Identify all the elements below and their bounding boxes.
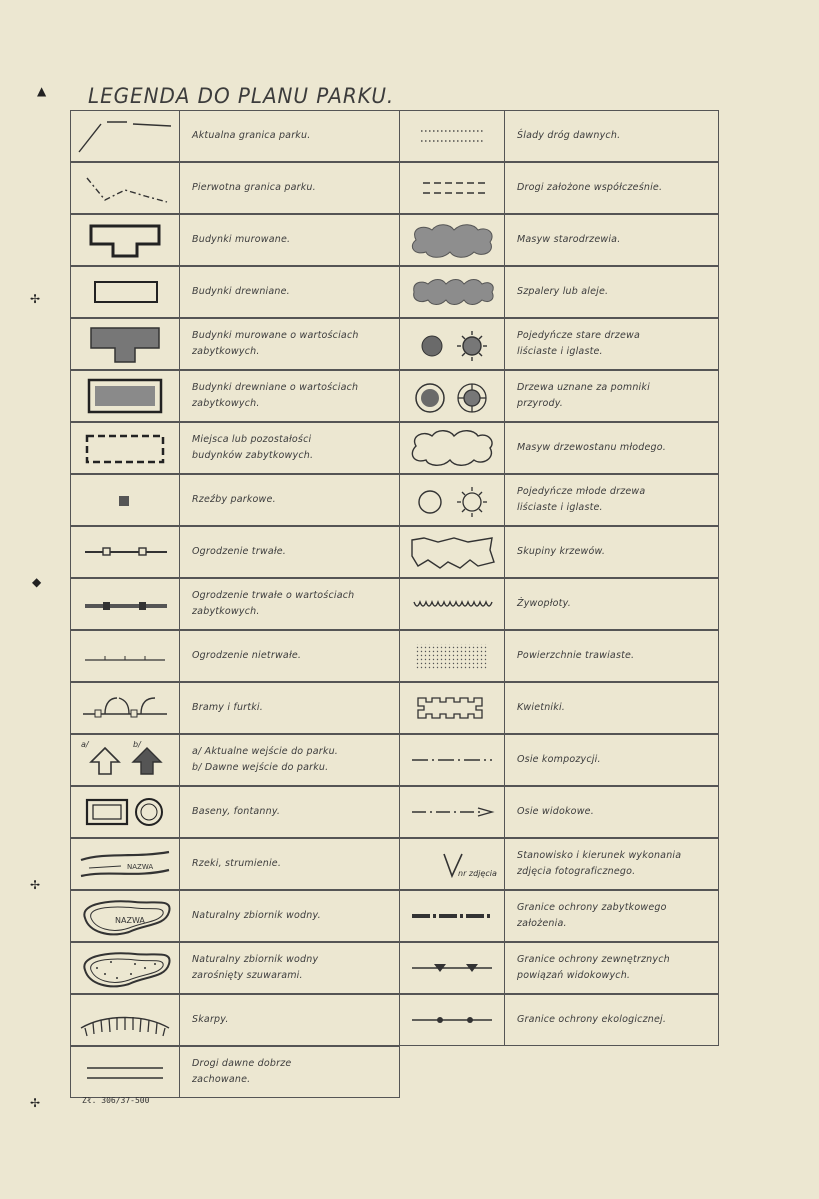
legend-entry bbox=[399, 578, 719, 630]
legend-row bbox=[70, 266, 720, 318]
legend-entry bbox=[399, 526, 719, 578]
river-name-label: NAZWA bbox=[127, 863, 154, 871]
legend-entry bbox=[70, 526, 400, 578]
legend-label: Aktualna granica parku. bbox=[192, 130, 311, 141]
legend-row bbox=[70, 162, 720, 214]
hedges-symbol bbox=[400, 579, 505, 629]
legend-entry bbox=[70, 110, 400, 162]
legend-row bbox=[70, 682, 720, 734]
legend-label: Kwietniki. bbox=[517, 702, 566, 713]
legend-label: Drogi założone współcześnie. bbox=[517, 182, 663, 193]
escarpment-symbol bbox=[71, 995, 180, 1045]
legend-entry bbox=[70, 838, 400, 890]
well-preserved-old-roads-symbol bbox=[71, 1047, 180, 1097]
legend-row bbox=[70, 110, 720, 162]
legend-label: Osie kompozycji. bbox=[517, 754, 601, 765]
legend-entry bbox=[70, 318, 400, 370]
legend-entry bbox=[70, 734, 400, 786]
legend-row bbox=[70, 942, 720, 994]
old-single-trees-symbol bbox=[400, 319, 505, 369]
legend-label: Osie widokowe. bbox=[517, 806, 594, 817]
legend-entry bbox=[70, 682, 400, 734]
permanent-fence-symbol bbox=[71, 527, 180, 577]
legend-row bbox=[70, 474, 720, 526]
legend-row bbox=[70, 370, 720, 422]
masonry-building-symbol bbox=[71, 215, 180, 265]
young-single-trees-symbol bbox=[400, 475, 505, 525]
punch-mark: ▲ bbox=[37, 84, 47, 98]
overgrown-pond-symbol bbox=[71, 943, 180, 993]
legend-entry bbox=[399, 370, 719, 422]
legend-row bbox=[70, 734, 720, 786]
legend-label: Granice ochrony zewnętrznych powiązań widokowych. bbox=[517, 954, 670, 981]
legend-label: Granice ochrony zabytkowego założenia. bbox=[517, 902, 667, 929]
legend-row bbox=[70, 994, 720, 1046]
punch-mark: ✢ bbox=[30, 1096, 41, 1110]
legend-entry bbox=[70, 994, 400, 1046]
punch-mark: ◆ bbox=[32, 575, 42, 589]
legend-entry bbox=[399, 266, 719, 318]
legend-row bbox=[70, 838, 720, 890]
legend-entry bbox=[70, 370, 400, 422]
legend-label: Masyw drzewostanu młodego. bbox=[517, 442, 667, 453]
tree-rows-alley-symbol bbox=[400, 267, 505, 317]
page-title: LEGENDA DO PLANU PARKU. bbox=[88, 84, 395, 108]
pond-name-label: NAZWA bbox=[115, 916, 145, 925]
legend-entry bbox=[399, 734, 719, 786]
legend-entry bbox=[399, 786, 719, 838]
old-tree-stand-symbol bbox=[400, 215, 505, 265]
legend-row bbox=[70, 526, 720, 578]
modern-roads-symbol bbox=[400, 163, 505, 213]
legend-entry bbox=[70, 786, 400, 838]
legend-label: Budynki drewniane. bbox=[192, 286, 290, 297]
legend-label: Ogrodzenie nietrwałe. bbox=[192, 650, 302, 661]
historic-wooden-building-symbol bbox=[71, 371, 180, 421]
legend-entry bbox=[399, 318, 719, 370]
photo-station-symbol bbox=[400, 839, 505, 889]
entry-b-label: b/ bbox=[133, 740, 141, 749]
legend-label: Baseny, fontanny. bbox=[192, 806, 281, 817]
legend-label: Pierwotna granica parku. bbox=[192, 182, 316, 193]
legend-label: Naturalny zbiornik wodny. bbox=[192, 910, 321, 921]
legend-label: Pojedyńcze stare drzewa liściaste i iglaste. bbox=[517, 330, 640, 357]
legend-label: Skarpy. bbox=[192, 1014, 229, 1025]
legend-label: Budynki drewniane o wartościach zabytkowych. bbox=[192, 382, 359, 409]
legend-label: Granice ochrony ekologicznej. bbox=[517, 1014, 667, 1025]
natural-monument-trees-symbol bbox=[400, 371, 505, 421]
legend-row bbox=[70, 578, 720, 630]
legend-entry bbox=[399, 110, 719, 162]
legend-entry bbox=[399, 162, 719, 214]
legend-entry bbox=[399, 422, 719, 474]
photo-number-label: nr zdjęcia bbox=[458, 869, 497, 878]
original-park-boundary-symbol bbox=[71, 163, 180, 213]
young-tree-stand-symbol bbox=[400, 423, 505, 473]
legend-row bbox=[70, 890, 720, 942]
legend-row bbox=[70, 422, 720, 474]
legend-row bbox=[70, 318, 720, 370]
lawns-symbol bbox=[400, 631, 505, 681]
temporary-fence-symbol bbox=[71, 631, 180, 681]
legend-label: Ślady dróg dawnych. bbox=[517, 130, 621, 141]
legend-label: Skupiny krzewów. bbox=[517, 546, 606, 557]
legend-entry bbox=[70, 162, 400, 214]
legend-entry bbox=[70, 266, 400, 318]
legend-row bbox=[70, 786, 720, 838]
historic-permanent-fence-symbol bbox=[71, 579, 180, 629]
legend-row bbox=[70, 630, 720, 682]
historic-masonry-building-symbol bbox=[71, 319, 180, 369]
ecological-protection-boundary-symbol bbox=[400, 995, 505, 1045]
legend-label: Naturalny zbiornik wodny zarośnięty szuwarami. bbox=[192, 954, 319, 981]
legend-label: Bramy i furtki. bbox=[192, 702, 263, 713]
legend-entry bbox=[399, 838, 719, 890]
legend-label: Masyw starodrzewia. bbox=[517, 234, 621, 245]
legend-label: Drogi dawne dobrze zachowane. bbox=[192, 1058, 292, 1085]
legend-entry bbox=[399, 474, 719, 526]
legend-entry bbox=[70, 942, 400, 994]
legend-label: Stanowisko i kierunek wykonania zdjęcia fotograficznego. bbox=[517, 850, 682, 877]
legend-label: Ogrodzenie trwałe o wartościach zabytkowych. bbox=[192, 590, 355, 617]
legend-label: Budynki murowane. bbox=[192, 234, 291, 245]
wooden-building-symbol bbox=[71, 267, 180, 317]
pools-fountains-symbol bbox=[71, 787, 180, 837]
view-links-protection-boundary-symbol bbox=[400, 943, 505, 993]
legend-label: Pojedyńcze młode drzewa liściaste i iglaste. bbox=[517, 486, 646, 513]
legend-label: Ogrodzenie trwałe. bbox=[192, 546, 287, 557]
legend-table bbox=[70, 110, 720, 1098]
natural-pond-symbol bbox=[71, 891, 180, 941]
river-stream-symbol bbox=[71, 839, 180, 889]
punch-mark: ✢ bbox=[30, 878, 41, 892]
legend-row bbox=[70, 1046, 720, 1098]
former-roads-trace-symbol bbox=[400, 111, 505, 161]
legend-label: Drzewa uznane za pomniki przyrody. bbox=[517, 382, 650, 409]
legend-label: Powierzchnie trawiaste. bbox=[517, 650, 635, 661]
legend-entry bbox=[399, 214, 719, 266]
legend-label: Szpalery lub aleje. bbox=[517, 286, 609, 297]
legend-empty-cell bbox=[399, 1046, 719, 1098]
gates-symbol bbox=[71, 683, 180, 733]
legend-row bbox=[70, 214, 720, 266]
legend-entry bbox=[70, 214, 400, 266]
legend-entry bbox=[399, 994, 719, 1046]
view-axes-symbol bbox=[400, 787, 505, 837]
punch-mark: ✢ bbox=[30, 292, 41, 306]
legend-entry bbox=[70, 422, 400, 474]
legend-entry bbox=[399, 942, 719, 994]
legend-label: Rzeki, strumienie. bbox=[192, 858, 282, 869]
shrub-groups-symbol bbox=[400, 527, 505, 577]
legend-entry bbox=[399, 890, 719, 942]
legend-entry bbox=[399, 630, 719, 682]
legend-label: a/ Aktualne wejście do parku. b/ Dawne wejście do parku. bbox=[192, 746, 339, 773]
print-code: Zł. 306/37-500 bbox=[82, 1096, 150, 1105]
legend-entry bbox=[70, 578, 400, 630]
legend-label: Budynki murowane o wartościach zabytkowych. bbox=[192, 330, 359, 357]
legend-label: Rzeźby parkowe. bbox=[192, 494, 276, 505]
flowerbeds-symbol bbox=[400, 683, 505, 733]
legend-entry bbox=[70, 890, 400, 942]
legend-label: Miejsca lub pozostałości budynków zabytkowych. bbox=[192, 434, 314, 461]
composition-axes-symbol bbox=[400, 735, 505, 785]
park-entrance-symbol bbox=[71, 735, 180, 785]
current-park-boundary-symbol bbox=[71, 111, 180, 161]
legend-entry bbox=[70, 1046, 400, 1098]
legend-entry bbox=[399, 682, 719, 734]
park-sculpture-symbol bbox=[71, 475, 180, 525]
entry-a-label: a/ bbox=[81, 740, 89, 749]
legend-entry bbox=[70, 630, 400, 682]
historic-layout-protection-boundary-symbol bbox=[400, 891, 505, 941]
legend-entry bbox=[70, 474, 400, 526]
historic-building-remains-symbol bbox=[71, 423, 180, 473]
legend-label: Żywopłoty. bbox=[517, 598, 571, 609]
